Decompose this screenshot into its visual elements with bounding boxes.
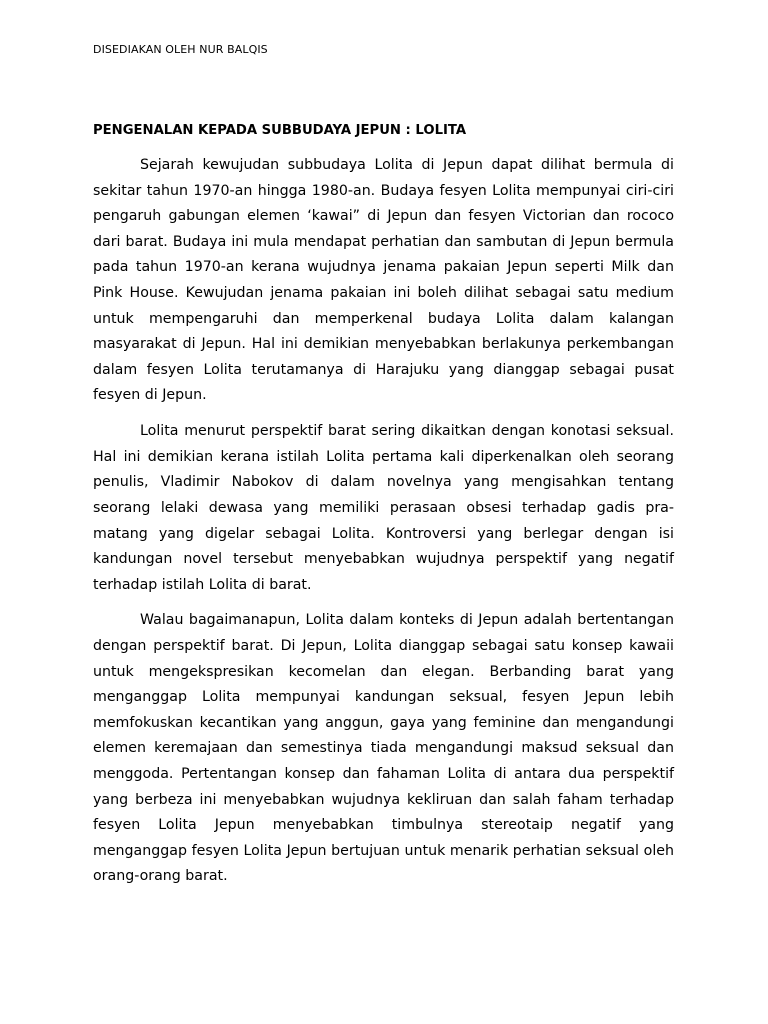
document-body (93, 153, 674, 900)
paragraph-1: Sejarah kewujudan subbudaya Lolita di Jepun dapat dilihat bermula di sekitar tahun 1970-an hingga 1980-an. Budaya fesyen Lolita mempunyai ciri-ciri pengaruh gabungan elemen ‘kawai” di Jepun dan fesyen Victorian dan rococo dari barat. Budaya ini mula mendapat perhatian dan sambutan di Jepun bermula pada tahun 1970-an kerana wujudnya jenama pakaian Jepun seperti Milk dan Pink House. Kewujudan jenama pakaian ini boleh dilihat sebagai satu medium untuk mempengaruhi dan memperkenal budaya Lolita dalam kalangan masyarakat di Jepun. Hal ini demikian menyebabkan berlakunya perkembangan dalam fesyen Lolita terutamanya di Harajuku yang dianggap sebagai pusat fesyen di Jepun. (93, 157, 674, 404)
page-header: DISEDIAKAN OLEH NUR BALQIS (93, 43, 268, 56)
document-title: PENGENALAN KEPADA SUBBUDAYA JEPUN : LOLITA (93, 123, 467, 138)
paragraph-3: Walau bagaimanapun, Lolita dalam konteks di Jepun adalah bertentangan dengan perspektif barat. Di Jepun, Lolita dianggap sebagai satu konsep kawaii untuk mengekspresikan kecomelan dan elegan. Berbanding barat yang menganggap Lolita mempunyai kandungan seksual, fesyen Jepun lebih memfokuskan kecantikan yang anggun, gaya yang feminine dan mengandungi elemen keremajaan dan semestinya tiada mengandungi maksud seksual dan menggoda. Pertentangan konsep dan fahaman Lolita di antara dua perspektif yang berbeza ini menyebabkan wujudnya kekliruan dan salah faham terhadap fesyen Lolita Jepun menyebabkan timbulnya stereotaip negatif yang menganggap fesyen Lolita Jepun bertujuan untuk menarik perhatian seksual oleh orang-orang barat. (93, 612, 674, 885)
paragraph-2: Lolita menurut perspektif barat sering dikaitkan dengan konotasi seksual. Hal ini demikian kerana istilah Lolita pertama kali diperkenalkan oleh seorang penulis, Vladimir Nabokov di dalam novelnya yang mengisahkan tentang seorang lelaki dewasa yang memiliki perasaan obsesi terhadap gadis pra-matang yang digelar sebagai Lolita. Kontroversi yang berlegar dengan isi kandungan novel tersebut menyebabkan wujudnya perspektif yang negatif terhadap istilah Lolita di barat. (93, 423, 674, 593)
